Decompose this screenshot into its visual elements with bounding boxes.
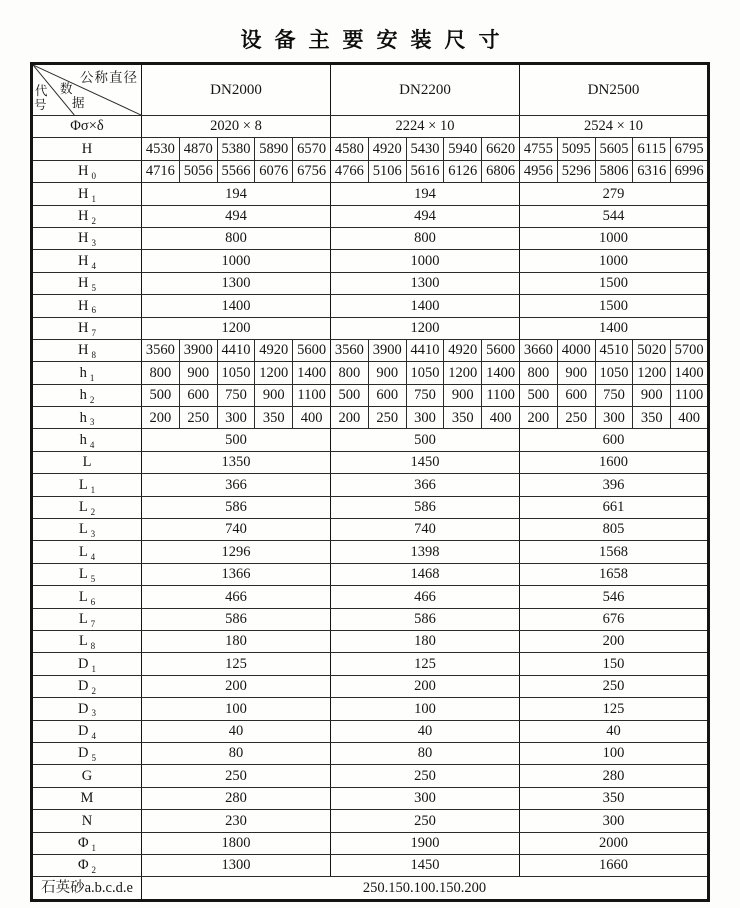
value-cell: 5106 <box>368 160 406 182</box>
value-cell: 5380 <box>217 138 255 160</box>
column-group-header: DN2500 <box>520 64 709 116</box>
value-cell: 250.150.100.150.200 <box>142 877 709 900</box>
table-row <box>32 429 709 451</box>
value-cell: 300 <box>595 407 633 429</box>
row-label-subscript: 5 <box>91 283 96 294</box>
row-label-subscript: 1 <box>90 484 96 495</box>
value-cell: 500 <box>331 429 520 451</box>
value-cell: 3900 <box>368 339 406 361</box>
value-cell: 250 <box>331 810 520 832</box>
value-cell: 100 <box>331 698 520 720</box>
value-cell: 4410 <box>406 339 444 361</box>
value-cell: 1300 <box>331 272 520 294</box>
value-cell: 250 <box>368 407 406 429</box>
row-label-subscript: 0 <box>91 171 96 182</box>
row-label: h $_4$ <box>32 429 142 451</box>
value-cell: 1568 <box>520 541 709 563</box>
header-row <box>32 64 709 116</box>
row-label-subscript: 7 <box>90 618 96 629</box>
row-label-subscript: 2 <box>89 395 95 406</box>
row-label-subscript: 1 <box>91 193 96 204</box>
row-label-subscript: 7 <box>91 327 96 338</box>
row-label-subscript: 5 <box>91 753 96 764</box>
value-cell: 366 <box>142 474 331 496</box>
table-row <box>32 653 709 675</box>
value-cell: 5430 <box>406 138 444 160</box>
row-label: H $_7$ <box>32 317 142 339</box>
row-label: L <box>32 451 142 473</box>
page-title: 设备主要安装尺寸 <box>240 28 513 52</box>
row-label: D $_2$ <box>32 675 142 697</box>
value-cell: 100 <box>142 698 331 720</box>
table-body <box>32 116 709 901</box>
value-cell: 6996 <box>671 160 709 182</box>
value-cell: 279 <box>520 183 709 205</box>
row-label: Φ $_1$ <box>32 832 142 854</box>
value-cell: 3900 <box>179 339 217 361</box>
value-cell: 4956 <box>520 160 558 182</box>
value-cell: 2000 <box>520 832 709 854</box>
value-cell: 4920 <box>444 339 482 361</box>
value-cell: 180 <box>142 630 331 652</box>
value-cell: 800 <box>142 227 331 249</box>
row-label-subscript: 4 <box>91 730 96 741</box>
table-row <box>32 272 709 294</box>
value-cell: 466 <box>142 586 331 608</box>
value-cell: 1600 <box>520 451 709 473</box>
value-cell: 900 <box>368 362 406 384</box>
table-row <box>32 451 709 473</box>
corner-label-data-char1: 数 <box>60 82 73 96</box>
value-cell: 1050 <box>595 362 633 384</box>
value-cell: 740 <box>331 519 520 541</box>
value-cell: 800 <box>142 362 180 384</box>
value-cell: 1000 <box>520 250 709 272</box>
value-cell: 1300 <box>142 854 331 876</box>
value-cell: 180 <box>331 630 520 652</box>
value-cell: 350 <box>633 407 671 429</box>
value-cell: 1800 <box>142 832 331 854</box>
row-label: Φσ×δ <box>32 116 142 138</box>
row-label-subscript: 1 <box>91 842 97 853</box>
row-label: L $_7$ <box>32 608 142 630</box>
value-cell: 200 <box>331 675 520 697</box>
value-cell: 125 <box>142 653 331 675</box>
row-label-subscript: 3 <box>91 708 96 719</box>
value-cell: 1100 <box>293 384 331 406</box>
table-row <box>32 720 709 742</box>
table-row <box>32 362 709 384</box>
value-cell: 1350 <box>142 451 331 473</box>
installation-dimensions-table <box>30 62 710 902</box>
value-cell: 194 <box>142 183 331 205</box>
value-cell: 1050 <box>217 362 255 384</box>
value-cell: 280 <box>142 787 331 809</box>
value-cell: 5296 <box>557 160 595 182</box>
value-cell: 750 <box>217 384 255 406</box>
row-label-subscript: 6 <box>90 596 96 607</box>
value-cell: 5020 <box>633 339 671 361</box>
value-cell: 600 <box>520 429 709 451</box>
value-cell: 1366 <box>142 563 331 585</box>
value-cell: 350 <box>255 407 293 429</box>
value-cell: 280 <box>520 765 709 787</box>
value-cell: 6756 <box>293 160 331 182</box>
table-row <box>32 250 709 272</box>
row-label-subscript: 8 <box>90 641 96 652</box>
value-cell: 80 <box>331 742 520 764</box>
value-cell: 1400 <box>142 295 331 317</box>
row-label: H $_3$ <box>32 227 142 249</box>
value-cell: 900 <box>179 362 217 384</box>
value-cell: 750 <box>595 384 633 406</box>
table-row <box>32 317 709 339</box>
value-cell: 600 <box>557 384 595 406</box>
value-cell: 100 <box>520 742 709 764</box>
table-row <box>32 698 709 720</box>
value-cell: 250 <box>557 407 595 429</box>
row-label-subscript: 2 <box>90 506 96 517</box>
value-cell: 466 <box>331 586 520 608</box>
row-label: L $_5$ <box>32 563 142 585</box>
row-label: h $_1$ <box>32 362 142 384</box>
value-cell: 125 <box>331 653 520 675</box>
corner-label-code-char2: 号 <box>34 98 47 112</box>
value-cell: 5806 <box>595 160 633 182</box>
value-cell: 1658 <box>520 563 709 585</box>
value-cell: 6316 <box>633 160 671 182</box>
value-cell: 1100 <box>671 384 709 406</box>
value-cell: 4755 <box>520 138 558 160</box>
table-row <box>32 519 709 541</box>
value-cell: 1400 <box>293 362 331 384</box>
row-label-subscript: 3 <box>90 529 96 540</box>
value-cell: 4000 <box>557 339 595 361</box>
row-label-subscript: 5 <box>90 574 96 585</box>
value-cell: 5700 <box>671 339 709 361</box>
value-cell: 586 <box>331 608 520 630</box>
row-label-subscript: 2 <box>91 686 96 697</box>
value-cell: 4410 <box>217 339 255 361</box>
row-label: D $_1$ <box>32 653 142 675</box>
value-cell: 1400 <box>331 295 520 317</box>
row-label: h $_3$ <box>32 407 142 429</box>
table-row <box>32 116 709 138</box>
value-cell: 740 <box>142 519 331 541</box>
value-cell: 900 <box>444 384 482 406</box>
value-cell: 4530 <box>142 138 180 160</box>
value-cell: 1200 <box>255 362 293 384</box>
row-label: G <box>32 765 142 787</box>
table-row <box>32 295 709 317</box>
value-cell: 3660 <box>520 339 558 361</box>
value-cell: 5616 <box>406 160 444 182</box>
value-cell: 200 <box>142 675 331 697</box>
value-cell: 80 <box>142 742 331 764</box>
value-cell: 5600 <box>482 339 520 361</box>
value-cell: 300 <box>217 407 255 429</box>
value-cell: 1468 <box>331 563 520 585</box>
row-label: H $_6$ <box>32 295 142 317</box>
corner-header-cell <box>32 64 142 116</box>
value-cell: 6795 <box>671 138 709 160</box>
row-label: L $_4$ <box>32 541 142 563</box>
value-cell: 4580 <box>331 138 369 160</box>
value-cell: 5056 <box>179 160 217 182</box>
table-row <box>32 787 709 809</box>
table-row <box>32 854 709 876</box>
value-cell: 1660 <box>520 854 709 876</box>
row-label: L $_1$ <box>32 474 142 496</box>
value-cell: 900 <box>633 384 671 406</box>
value-cell: 250 <box>179 407 217 429</box>
table-row <box>32 765 709 787</box>
value-cell: 200 <box>142 407 180 429</box>
table-row <box>32 138 709 160</box>
value-cell: 600 <box>368 384 406 406</box>
value-cell: 661 <box>520 496 709 518</box>
column-group-header: DN2200 <box>331 64 520 116</box>
value-cell: 500 <box>142 429 331 451</box>
row-label-subscript: 4 <box>90 551 96 562</box>
row-label: H $_0$ <box>32 160 142 182</box>
value-cell: 5605 <box>595 138 633 160</box>
value-cell: 544 <box>520 205 709 227</box>
value-cell: 150 <box>520 653 709 675</box>
value-cell: 1200 <box>444 362 482 384</box>
value-cell: 1000 <box>520 227 709 249</box>
row-label-subscript: 2 <box>91 865 97 876</box>
value-cell: 400 <box>482 407 520 429</box>
value-cell: 6126 <box>444 160 482 182</box>
value-cell: 40 <box>142 720 331 742</box>
row-label-subscript: 4 <box>89 439 95 450</box>
value-cell: 3560 <box>331 339 369 361</box>
value-cell: 5940 <box>444 138 482 160</box>
value-cell: 4716 <box>142 160 180 182</box>
value-cell: 4870 <box>179 138 217 160</box>
table-row <box>32 496 709 518</box>
value-cell: 586 <box>331 496 520 518</box>
value-cell: 200 <box>520 630 709 652</box>
table-row <box>32 832 709 854</box>
value-cell: 1500 <box>520 272 709 294</box>
value-cell: 586 <box>142 496 331 518</box>
value-cell: 494 <box>142 205 331 227</box>
row-label: H $_4$ <box>32 250 142 272</box>
table-row <box>32 339 709 361</box>
value-cell: 500 <box>142 384 180 406</box>
row-label: 石英砂a.b.c.d.e <box>32 877 142 900</box>
row-label: H $_8$ <box>32 339 142 361</box>
value-cell: 400 <box>293 407 331 429</box>
value-cell: 546 <box>520 586 709 608</box>
value-cell: 2224 × 10 <box>331 116 520 138</box>
value-cell: 125 <box>520 698 709 720</box>
row-label-subscript: 6 <box>91 305 96 316</box>
value-cell: 1296 <box>142 541 331 563</box>
table-row <box>32 160 709 182</box>
row-label-subscript: 3 <box>91 238 96 249</box>
value-cell: 6806 <box>482 160 520 182</box>
table-row <box>32 563 709 585</box>
value-cell: 500 <box>520 384 558 406</box>
value-cell: 900 <box>557 362 595 384</box>
row-label: D $_4$ <box>32 720 142 742</box>
value-cell: 300 <box>331 787 520 809</box>
value-cell: 1200 <box>142 317 331 339</box>
row-label: H <box>32 138 142 160</box>
value-cell: 350 <box>444 407 482 429</box>
table-row <box>32 541 709 563</box>
value-cell: 1000 <box>331 250 520 272</box>
value-cell: 3560 <box>142 339 180 361</box>
corner-label-data-char2: 据 <box>72 96 85 110</box>
value-cell: 1300 <box>142 272 331 294</box>
value-cell: 1450 <box>331 854 520 876</box>
value-cell: 366 <box>331 474 520 496</box>
row-label: L $_6$ <box>32 586 142 608</box>
value-cell: 5600 <box>293 339 331 361</box>
value-cell: 6620 <box>482 138 520 160</box>
table-row <box>32 630 709 652</box>
value-cell: 200 <box>331 407 369 429</box>
value-cell: 494 <box>331 205 520 227</box>
column-group-header: DN2000 <box>142 64 331 116</box>
value-cell: 1900 <box>331 832 520 854</box>
value-cell: 6115 <box>633 138 671 160</box>
value-cell: 676 <box>520 608 709 630</box>
value-cell: 5095 <box>557 138 595 160</box>
row-label: H $_1$ <box>32 183 142 205</box>
value-cell: 400 <box>671 407 709 429</box>
value-cell: 396 <box>520 474 709 496</box>
value-cell: 900 <box>255 384 293 406</box>
value-cell: 1100 <box>482 384 520 406</box>
value-cell: 194 <box>331 183 520 205</box>
value-cell: 4920 <box>255 339 293 361</box>
value-cell: 800 <box>331 362 369 384</box>
value-cell: 1000 <box>142 250 331 272</box>
row-label: H $_2$ <box>32 205 142 227</box>
value-cell: 250 <box>142 765 331 787</box>
value-cell: 6570 <box>293 138 331 160</box>
value-cell: 40 <box>520 720 709 742</box>
corner-label-nominal-diameter: 公称直径 <box>80 70 138 85</box>
row-label-subscript: 8 <box>91 350 96 361</box>
table-row <box>32 675 709 697</box>
table-row <box>32 742 709 764</box>
value-cell: 805 <box>520 519 709 541</box>
table-row <box>32 877 709 900</box>
corner-label-code-char1: 代 <box>35 84 48 98</box>
row-label: D $_3$ <box>32 698 142 720</box>
table-row <box>32 205 709 227</box>
value-cell: 1200 <box>633 362 671 384</box>
row-label: L $_8$ <box>32 630 142 652</box>
value-cell: 200 <box>520 407 558 429</box>
value-cell: 600 <box>179 384 217 406</box>
row-label: Φ $_2$ <box>32 854 142 876</box>
value-cell: 1450 <box>331 451 520 473</box>
table-row <box>32 384 709 406</box>
row-label: h $_2$ <box>32 384 142 406</box>
row-label: M <box>32 787 142 809</box>
value-cell: 230 <box>142 810 331 832</box>
value-cell: 5566 <box>217 160 255 182</box>
value-cell: 1400 <box>671 362 709 384</box>
table-row <box>32 407 709 429</box>
value-cell: 300 <box>520 810 709 832</box>
table-row <box>32 608 709 630</box>
value-cell: 40 <box>331 720 520 742</box>
value-cell: 6076 <box>255 160 293 182</box>
value-cell: 1500 <box>520 295 709 317</box>
row-label-subscript: 4 <box>91 260 96 271</box>
value-cell: 250 <box>520 675 709 697</box>
value-cell: 1400 <box>482 362 520 384</box>
row-label-subscript: 1 <box>91 663 96 674</box>
value-cell: 1400 <box>520 317 709 339</box>
value-cell: 800 <box>331 227 520 249</box>
value-cell: 4766 <box>331 160 369 182</box>
value-cell: 300 <box>406 407 444 429</box>
value-cell: 586 <box>142 608 331 630</box>
row-label: D $_5$ <box>32 742 142 764</box>
row-label: L $_3$ <box>32 519 142 541</box>
value-cell: 2020 × 8 <box>142 116 331 138</box>
table-row <box>32 183 709 205</box>
value-cell: 1050 <box>406 362 444 384</box>
value-cell: 4920 <box>368 138 406 160</box>
row-label-subscript: 2 <box>91 215 96 226</box>
row-label-subscript: 3 <box>89 417 95 428</box>
value-cell: 4510 <box>595 339 633 361</box>
table-header <box>32 64 709 116</box>
table-row <box>32 586 709 608</box>
value-cell: 750 <box>406 384 444 406</box>
table-row <box>32 474 709 496</box>
value-cell: 1398 <box>331 541 520 563</box>
value-cell: 500 <box>331 384 369 406</box>
value-cell: 1200 <box>331 317 520 339</box>
value-cell: 800 <box>520 362 558 384</box>
row-label: H $_5$ <box>32 272 142 294</box>
value-cell: 350 <box>520 787 709 809</box>
row-label-subscript: 1 <box>89 372 95 383</box>
value-cell: 2524 × 10 <box>520 116 709 138</box>
table-row <box>32 810 709 832</box>
row-label: N <box>32 810 142 832</box>
value-cell: 5890 <box>255 138 293 160</box>
row-label: L $_2$ <box>32 496 142 518</box>
table-row <box>32 227 709 249</box>
value-cell: 250 <box>331 765 520 787</box>
